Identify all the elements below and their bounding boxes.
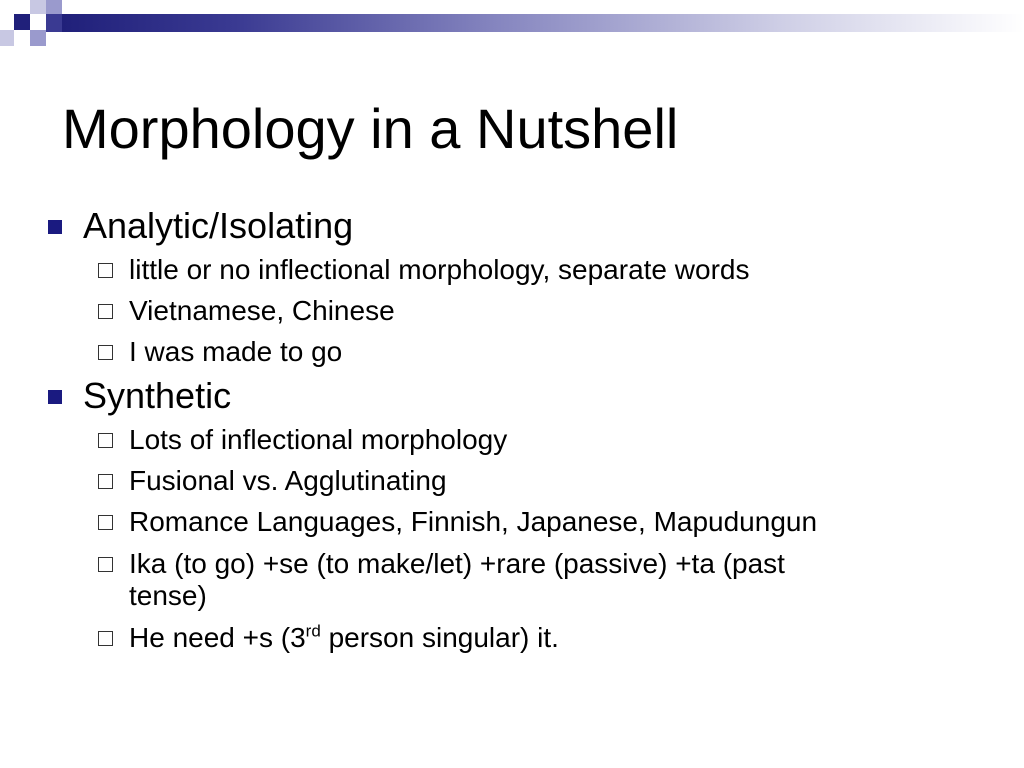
list-item-line-2: tense): [129, 580, 207, 611]
list-item: Romance Languages, Finnish, Japanese, Mapudungun: [129, 506, 818, 537]
list-item-line-1: Ika (to go) +se (to make/let) +rare (passive) +ta (past: [129, 548, 785, 579]
square-bullet-icon: [48, 390, 62, 404]
hollow-square-bullet-icon: [98, 515, 113, 530]
hollow-square-bullet-icon: [98, 631, 113, 646]
square-bullet-icon: [48, 220, 62, 234]
list-item-text-after: person singular) it.: [320, 622, 559, 653]
list-item: Vietnamese, Chinese: [129, 295, 395, 326]
list-item-text-before: He need +s (3: [129, 622, 306, 653]
list-item: [129, 621, 559, 654]
hollow-square-bullet-icon: [98, 263, 113, 278]
slide-title: Morphology in a Nutshell: [62, 97, 679, 160]
list-item: Lots of inflectional morphology: [129, 424, 508, 455]
list-item: Fusional vs. Agglutinating: [129, 465, 447, 496]
hollow-square-bullet-icon: [98, 345, 113, 360]
hollow-square-bullet-icon: [98, 557, 113, 572]
hollow-square-bullet-icon: [98, 304, 113, 319]
hollow-square-bullet-icon: [98, 474, 113, 489]
list-item: I was made to go: [129, 336, 343, 367]
list-item: little or no inflectional morphology, separate words: [129, 254, 750, 285]
ordinal-superscript: rd: [305, 621, 321, 641]
hollow-square-bullet-icon: [98, 433, 113, 448]
section-heading-analytic: Analytic/Isolating: [83, 205, 354, 246]
section-heading-synthetic: Synthetic: [83, 375, 232, 416]
